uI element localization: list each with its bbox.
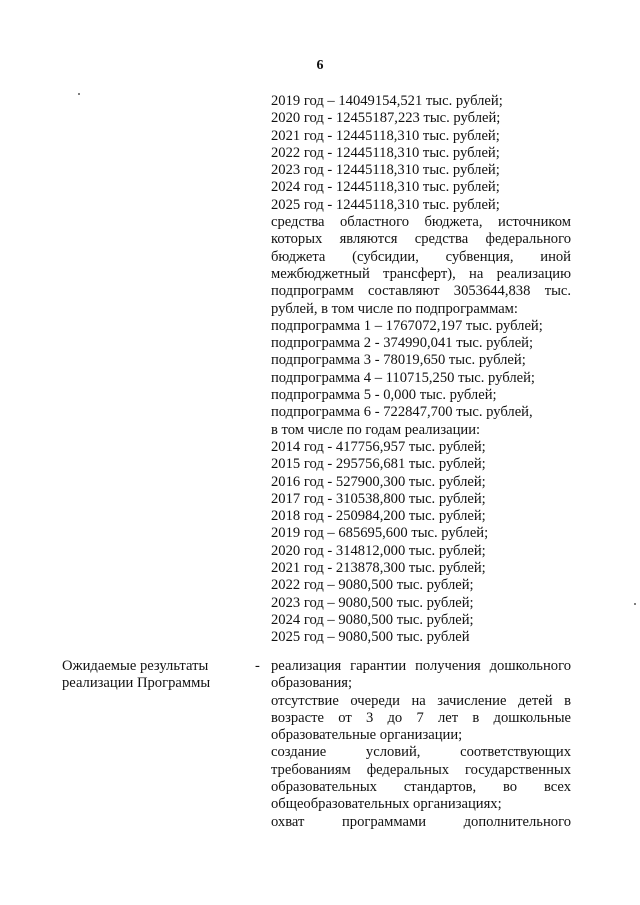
result-item-line: охват программами дополнительного	[271, 813, 571, 830]
results-label-line: Ожидаемые результаты	[62, 658, 209, 674]
result-item-line: образования;	[271, 675, 353, 692]
subprogram-line: подпрограмма 3 - 78019,650 тыс. рублей;	[271, 352, 526, 369]
by-years-label: в том числе по годам реализации:	[271, 421, 481, 438]
result-item-line: реализация гарантии получения дошкольного	[271, 658, 571, 674]
funding-block	[271, 93, 571, 647]
subprogram-line: подпрограмма 6 - 722847,700 тыс. рублей,	[271, 404, 533, 421]
year-funding-line: 2021 год - 12445118,310 тыс. рублей;	[271, 127, 500, 144]
year-funding-line: 2023 год - 12445118,310 тыс. рублей;	[271, 162, 500, 179]
result-item-line: создание условий, соответствующих	[271, 744, 571, 761]
year-funding-line: 2015 год - 295756,681 тыс. рублей;	[271, 456, 486, 473]
subprogram-line: подпрограмма 5 - 0,000 тыс. рублей;	[271, 387, 497, 404]
paragraph-line: рублей, в том числе по подпрограммам:	[271, 300, 518, 317]
year-funding-line: 2022 год - 12445118,310 тыс. рублей;	[271, 144, 500, 161]
year-funding-line: 2024 год – 9080,500 тыс. рублей;	[271, 611, 474, 628]
results-block	[271, 658, 571, 831]
year-funding-line: 2016 год - 527900,300 тыс. рублей;	[271, 473, 486, 490]
year-funding-line: 2018 год - 250984,200 тыс. рублей;	[271, 508, 486, 525]
scan-speck	[634, 603, 636, 605]
year-funding-line: 2019 год – 14049154,521 тыс. рублей;	[271, 93, 503, 109]
year-funding-line: 2019 год – 685695,600 тыс. рублей;	[271, 525, 489, 542]
year-funding-line: 2020 год - 12455187,223 тыс. рублей;	[271, 110, 501, 127]
year-funding-line: 2017 год - 310538,800 тыс. рублей;	[271, 490, 486, 507]
results-label	[62, 658, 232, 693]
result-item-line: возрасте от 3 до 7 лет в дошкольные	[271, 709, 571, 726]
paragraph-line: межбюджетный трансферт), на реализацию	[271, 265, 571, 282]
result-item-line: общеобразовательных организациях;	[271, 796, 502, 813]
result-item-line: образовательные организации;	[271, 727, 463, 744]
year-funding-line: 2020 год - 314812,000 тыс. рублей;	[271, 542, 486, 559]
subprogram-line: подпрограмма 4 – 110715,250 тыс. рублей;	[271, 369, 535, 386]
paragraph-line: подпрограмм составляют 3053644,838 тыс.	[271, 283, 571, 300]
year-funding-line: 2023 год – 9080,500 тыс. рублей;	[271, 594, 474, 611]
result-item-line: образовательных стандартов, во всех	[271, 779, 571, 796]
result-item-line: отсутствие очереди на зачисление детей в	[271, 692, 571, 709]
subprogram-line: подпрограмма 2 - 374990,041 тыс. рублей;	[271, 335, 534, 352]
year-funding-line: 2025 год – 9080,500 тыс. рублей	[271, 629, 470, 646]
year-funding-line: 2022 год – 9080,500 тыс. рублей;	[271, 577, 474, 594]
scan-speck	[78, 93, 80, 95]
results-dash: -	[255, 658, 260, 674]
year-funding-line: 2021 год - 213878,300 тыс. рублей;	[271, 560, 486, 577]
year-funding-line: 2024 год - 12445118,310 тыс. рублей;	[271, 179, 500, 196]
subprogram-line: подпрограмма 1 – 1767072,197 тыс. рублей;	[271, 317, 543, 334]
year-funding-line: 2025 год - 12445118,310 тыс. рублей;	[271, 196, 500, 213]
paragraph-line: которых являются средства федерального	[271, 231, 571, 248]
year-funding-line: 2014 год - 417756,957 тыс. рублей;	[271, 438, 486, 455]
results-label-line: реализации Программы	[62, 675, 211, 692]
page-number: 6	[316, 58, 324, 73]
paragraph-line: бюджета (субсидии, субвенция, иной	[271, 248, 571, 265]
result-item-line: требованиям федеральных государственных	[271, 761, 571, 778]
paragraph-line: средства областного бюджета, источником	[271, 214, 571, 231]
